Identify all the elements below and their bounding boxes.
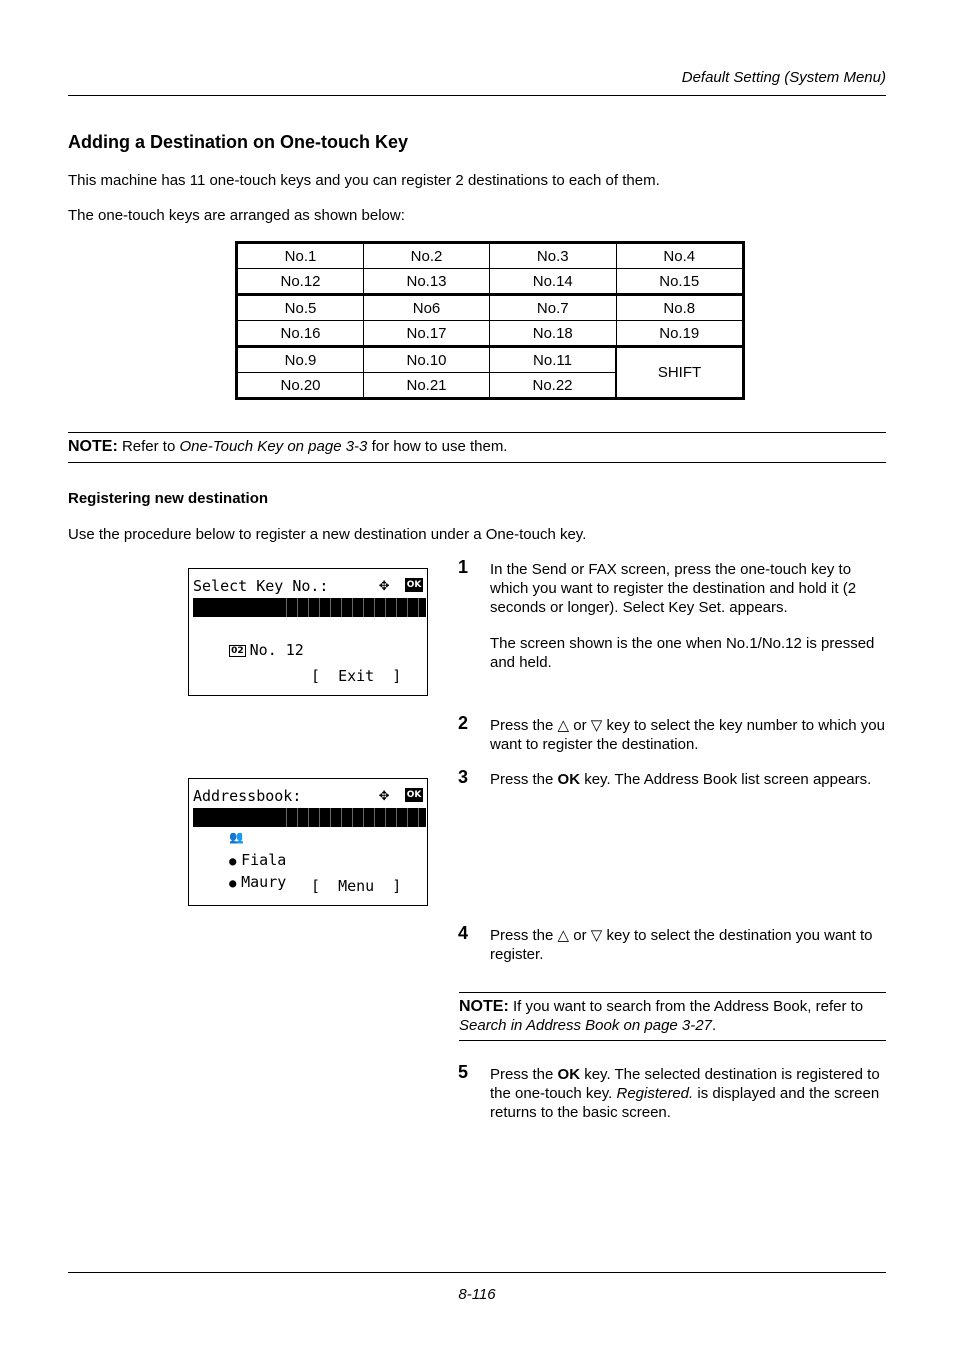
running-header: Default Setting (System Menu) — [681, 69, 886, 86]
step-text: key to select the key number to which you want to register the destination. — [490, 717, 885, 753]
exit-softkey[interactable]: [ Exit ] — [311, 667, 402, 685]
one-touch-key-table — [235, 241, 745, 400]
step-1-note: The screen shown is the one when No.1/No.12 is pressed and held. — [490, 635, 875, 671]
lcd-item-label: No. 1 — [249, 617, 295, 635]
lcd-title: Addressbook: — [193, 787, 302, 805]
note-label: NOTE: — [68, 438, 118, 455]
section-title: Adding a Destination on One-touch Key — [68, 132, 409, 152]
step-text: key. The Address Book list screen appears. — [584, 771, 872, 788]
note-text: . — [711, 1017, 717, 1034]
lcd-item[interactable] — [193, 854, 287, 891]
ok-icon: OK — [406, 580, 422, 590]
step-3-text — [490, 770, 886, 789]
note-search-address-book — [459, 997, 886, 1035]
up-key-icon: △ — [557, 927, 570, 944]
key-cell: No.5 — [237, 295, 364, 321]
key-number-badge-icon: 01 — [231, 622, 244, 632]
lcd-item-label: Fiala — [241, 851, 287, 869]
note-rule-top — [459, 992, 886, 993]
step-number: 5 — [458, 1062, 469, 1082]
header-rule — [68, 95, 886, 96]
up-key-icon: △ — [557, 717, 570, 734]
lcd-item-label: No. 12 — [249, 641, 304, 659]
key-cell: No.11 — [490, 347, 617, 373]
step-number: 4 — [458, 923, 469, 943]
step-text: key to select the destination you want to register. — [490, 927, 873, 963]
key-cell: No.12 — [237, 269, 364, 295]
step-text: Press the — [490, 927, 554, 944]
subsection-intro: Use the procedure below to register a new destination under a One-touch key. — [68, 526, 587, 543]
key-cell: No.20 — [237, 373, 364, 399]
key-cell: No.4 — [616, 243, 744, 269]
registered-message: Registered. — [616, 1085, 694, 1102]
key-cell: No.10 — [364, 347, 490, 373]
key-cell: No.22 — [490, 373, 617, 399]
ok-key-label: OK — [557, 771, 581, 788]
intro-paragraph-2: The one-touch keys are arranged as shown below: — [68, 207, 405, 224]
down-key-icon: ▽ — [590, 717, 603, 734]
cross-arrows-icon: ✥ — [379, 785, 390, 805]
step-number: 2 — [458, 713, 469, 733]
subsection-title: Registering new destination — [68, 490, 269, 507]
step-1-text: In the Send or FAX screen, press the one-touch key to which you want to register the destination and hold it (2 seconds or longer). Select Key Set. appears. — [490, 561, 857, 616]
step-5-text — [490, 1065, 886, 1122]
key-cell: No.2 — [364, 243, 490, 269]
menu-softkey[interactable]: [ Menu ] — [311, 877, 402, 895]
key-cell: No6 — [364, 295, 490, 321]
step-text: Press the — [490, 1066, 554, 1083]
step-2-text — [490, 716, 886, 754]
lcd-item-label: Maury — [241, 873, 287, 891]
step-4-text — [490, 926, 886, 964]
note-reference-link[interactable]: One-Touch Key on page 3-3 — [179, 438, 368, 455]
footer-rule — [68, 1272, 886, 1273]
step-text: key. The selected destination is registered to the one-touch key. — [490, 1066, 880, 1102]
key-cell: No.15 — [616, 269, 744, 295]
key-number-badge-icon: 02 — [231, 646, 244, 656]
key-cell: No.18 — [490, 321, 617, 347]
down-key-icon: ▽ — [590, 927, 603, 944]
lcd-selected-item[interactable] — [193, 598, 426, 635]
group-icon: 👥 — [229, 830, 245, 844]
key-cell: No.17 — [364, 321, 490, 347]
cross-arrows-icon: ✥ — [379, 575, 390, 595]
ok-icon: OK — [406, 790, 422, 800]
note-rule-bottom — [68, 462, 886, 463]
key-cell: No.7 — [490, 295, 617, 321]
note-reference-link[interactable]: Search in Address Book on page 3-27 — [459, 1017, 712, 1034]
intro-paragraph-1: This machine has 11 one-touch keys and you can register 2 destinations to each of them. — [68, 172, 660, 189]
key-cell: No.16 — [237, 321, 364, 347]
step-number: 1 — [458, 557, 469, 577]
step-text: Press the — [490, 771, 554, 788]
step-text: Press the — [490, 717, 554, 734]
key-cell: No.19 — [616, 321, 744, 347]
key-cell: No.14 — [490, 269, 617, 295]
note-text: If you want to search from the Address Book, refer to — [512, 998, 864, 1015]
person-icon: ● — [229, 876, 237, 890]
note-label: NOTE: — [459, 998, 509, 1015]
step-text: is displayed and the screen returns to the basic screen. — [490, 1085, 880, 1121]
key-cell: No.13 — [364, 269, 490, 295]
note-text: for how to use them. — [371, 438, 508, 455]
key-cell: No.3 — [490, 243, 617, 269]
ok-key-label: OK — [557, 1066, 581, 1083]
page-number: 8-116 — [458, 1286, 496, 1303]
key-cell: No.21 — [364, 373, 490, 399]
person-icon: ● — [229, 854, 237, 868]
key-cell: No.8 — [616, 295, 744, 321]
step-number: 3 — [458, 767, 469, 787]
shift-key-cell: SHIFT — [616, 347, 744, 399]
key-cell: No.1 — [237, 243, 364, 269]
step-text: or — [573, 717, 587, 734]
note-rule-bottom — [459, 1040, 886, 1041]
step-text: or — [573, 927, 587, 944]
lcd-item-label: Design — [241, 827, 296, 845]
key-cell: No.9 — [237, 347, 364, 373]
lcd-select-key-screen — [188, 568, 428, 696]
lcd-title: Select Key No.: — [193, 577, 329, 595]
note-refer-one-touch — [68, 437, 507, 456]
note-text: Refer to — [121, 438, 176, 455]
lcd-addressbook-screen — [188, 778, 428, 906]
note-rule-top — [68, 432, 886, 433]
lcd-selected-item[interactable] — [193, 808, 426, 845]
